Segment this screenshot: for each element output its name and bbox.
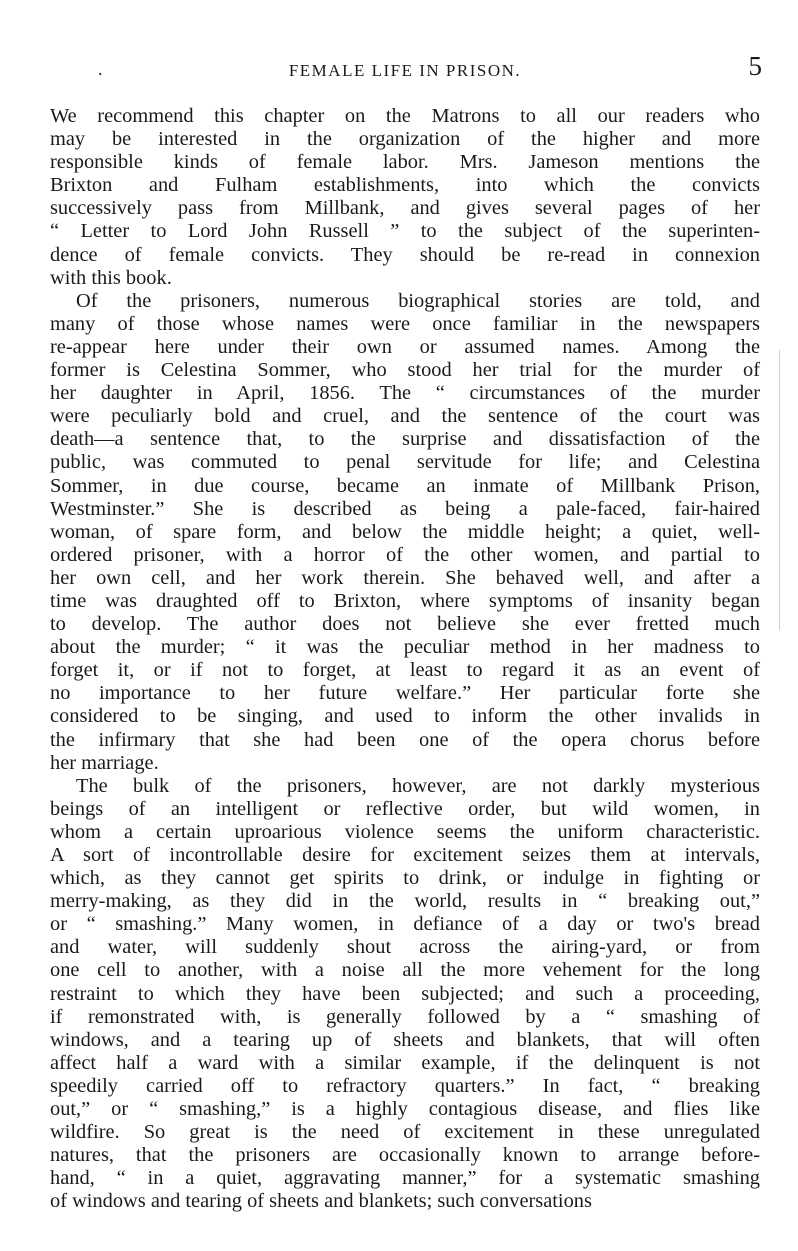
text-line: “ Letter to Lord John Russell ” to the subject of the superinten-	[50, 220, 760, 243]
paragraph	[50, 105, 760, 290]
text-line: about the murder; “ it was the peculiar method in her madness to	[50, 636, 760, 659]
text-line: dence of female convicts. They should be re-read in connexion	[50, 243, 760, 266]
text-line: or “ smashing.” Many women, in defiance of a day or two's bread	[50, 913, 760, 936]
text-line: Of the prisoners, numerous biographical stories are told, and	[76, 289, 760, 312]
text-line: successively pass from Millbank, and gives several pages of her	[50, 197, 760, 220]
page-number: 5	[748, 51, 762, 81]
text-line: ordered prisoner, with a horror of the other women, and partial to	[50, 543, 760, 566]
text-line: time was draughted off to Brixton, where symptoms of insanity began	[50, 589, 760, 612]
text-line: no importance to her future welfare.” Her particular forte she	[50, 682, 760, 705]
text-line: may be interested in the organization of the higher and more	[50, 128, 760, 151]
text-line: which, as they cannot get spirits to drink, or indulge in fighting or	[50, 867, 760, 890]
paragraph	[50, 775, 760, 1214]
text-line: public, was commuted to penal servitude for life; and Celestina	[50, 451, 760, 474]
text-line: responsible kinds of female labor. Mrs. Jameson mentions the	[50, 151, 760, 174]
body-text	[50, 105, 760, 1214]
text-line: re-appear here under their own or assumed names. Among the	[50, 335, 760, 358]
text-line: hand, “ in a quiet, aggravating manner,” for a systematic smashing	[50, 1167, 760, 1190]
text-line: woman, of spare form, and below the middle height; a quiet, well-	[50, 520, 760, 543]
text-line: beings of an intelligent or reflective order, but wild women, in	[50, 797, 760, 820]
text-line: The bulk of the prisoners, however, are not darkly mysterious	[76, 774, 760, 797]
text-line: wildfire. So great is the need of excitement in these unregulated	[50, 1121, 760, 1144]
text-line: Westminster.” She is described as being a pale-faced, fair-haired	[50, 497, 760, 520]
paragraph	[50, 290, 760, 775]
text-line: one cell to another, with a noise all the more vehement for the long	[50, 959, 760, 982]
margin-rule	[779, 350, 780, 630]
text-line: windows, and a tearing up of sheets and blankets, that will often	[50, 1028, 760, 1051]
running-title: FEMALE LIFE IN PRISON.	[288, 61, 522, 80]
text-line: A sort of incontrollable desire for excitement seizes them at intervals,	[50, 844, 760, 866]
text-line: to develop. The author does not believe she ever fretted much	[50, 613, 760, 636]
text-line: affect half a ward with a similar example, if the delinquent is not	[50, 1051, 760, 1074]
text-line: if remonstrated with, is generally followed by a “ smashing of	[50, 1005, 760, 1028]
text-line: and water, will suddenly shout across the airing-yard, or from	[50, 936, 760, 959]
text-line: whom a certain uproarious violence seems the uniform characteristic.	[50, 820, 760, 843]
text-line: of windows and tearing of sheets and blankets; such conversations	[50, 1190, 592, 1213]
text-line: Brixton and Fulham establishments, into which the convicts	[50, 174, 760, 197]
text-line: were peculiarly bold and cruel, and the sentence of the court was	[50, 405, 760, 428]
text-line: her marriage.	[50, 751, 159, 774]
text-line: out,” or “ smashing,” is a highly contagious disease, and flies like	[50, 1098, 760, 1121]
text-line: considered to be singing, and used to inform the other invalids in	[50, 705, 760, 728]
text-line: We recommend this chapter on the Matrons to all our readers who	[50, 105, 760, 127]
text-line: forget it, or if not to forget, at least to regard it as an event of	[50, 659, 760, 682]
text-line: the infirmary that she had been one of the opera chorus before	[50, 728, 760, 751]
text-line: merry-making, as they did in the world, results in “ breaking out,”	[50, 890, 760, 913]
text-line: restraint to which they have been subjected; and such a proceeding,	[50, 982, 760, 1005]
text-line: natures, that the prisoners are occasionally known to arrange before-	[50, 1144, 760, 1167]
header-mark: .	[98, 59, 103, 79]
text-line: her daughter in April, 1856. The “ circumstances of the murder	[50, 382, 760, 405]
page-header	[48, 51, 762, 95]
text-line: her own cell, and her work therein. She behaved well, and after a	[50, 566, 760, 589]
text-line: with this book.	[50, 266, 172, 289]
text-line: former is Celestina Sommer, who stood her trial for the murder of	[50, 359, 760, 382]
text-line: many of those whose names were once familiar in the newspapers	[50, 312, 760, 335]
text-line: Sommer, in due course, became an inmate of Millbank Prison,	[50, 474, 760, 497]
text-line: death—a sentence that, to the surprise and dissatisfaction of the	[50, 428, 760, 451]
text-line: speedily carried off to refractory quarters.” In fact, “ breaking	[50, 1074, 760, 1097]
